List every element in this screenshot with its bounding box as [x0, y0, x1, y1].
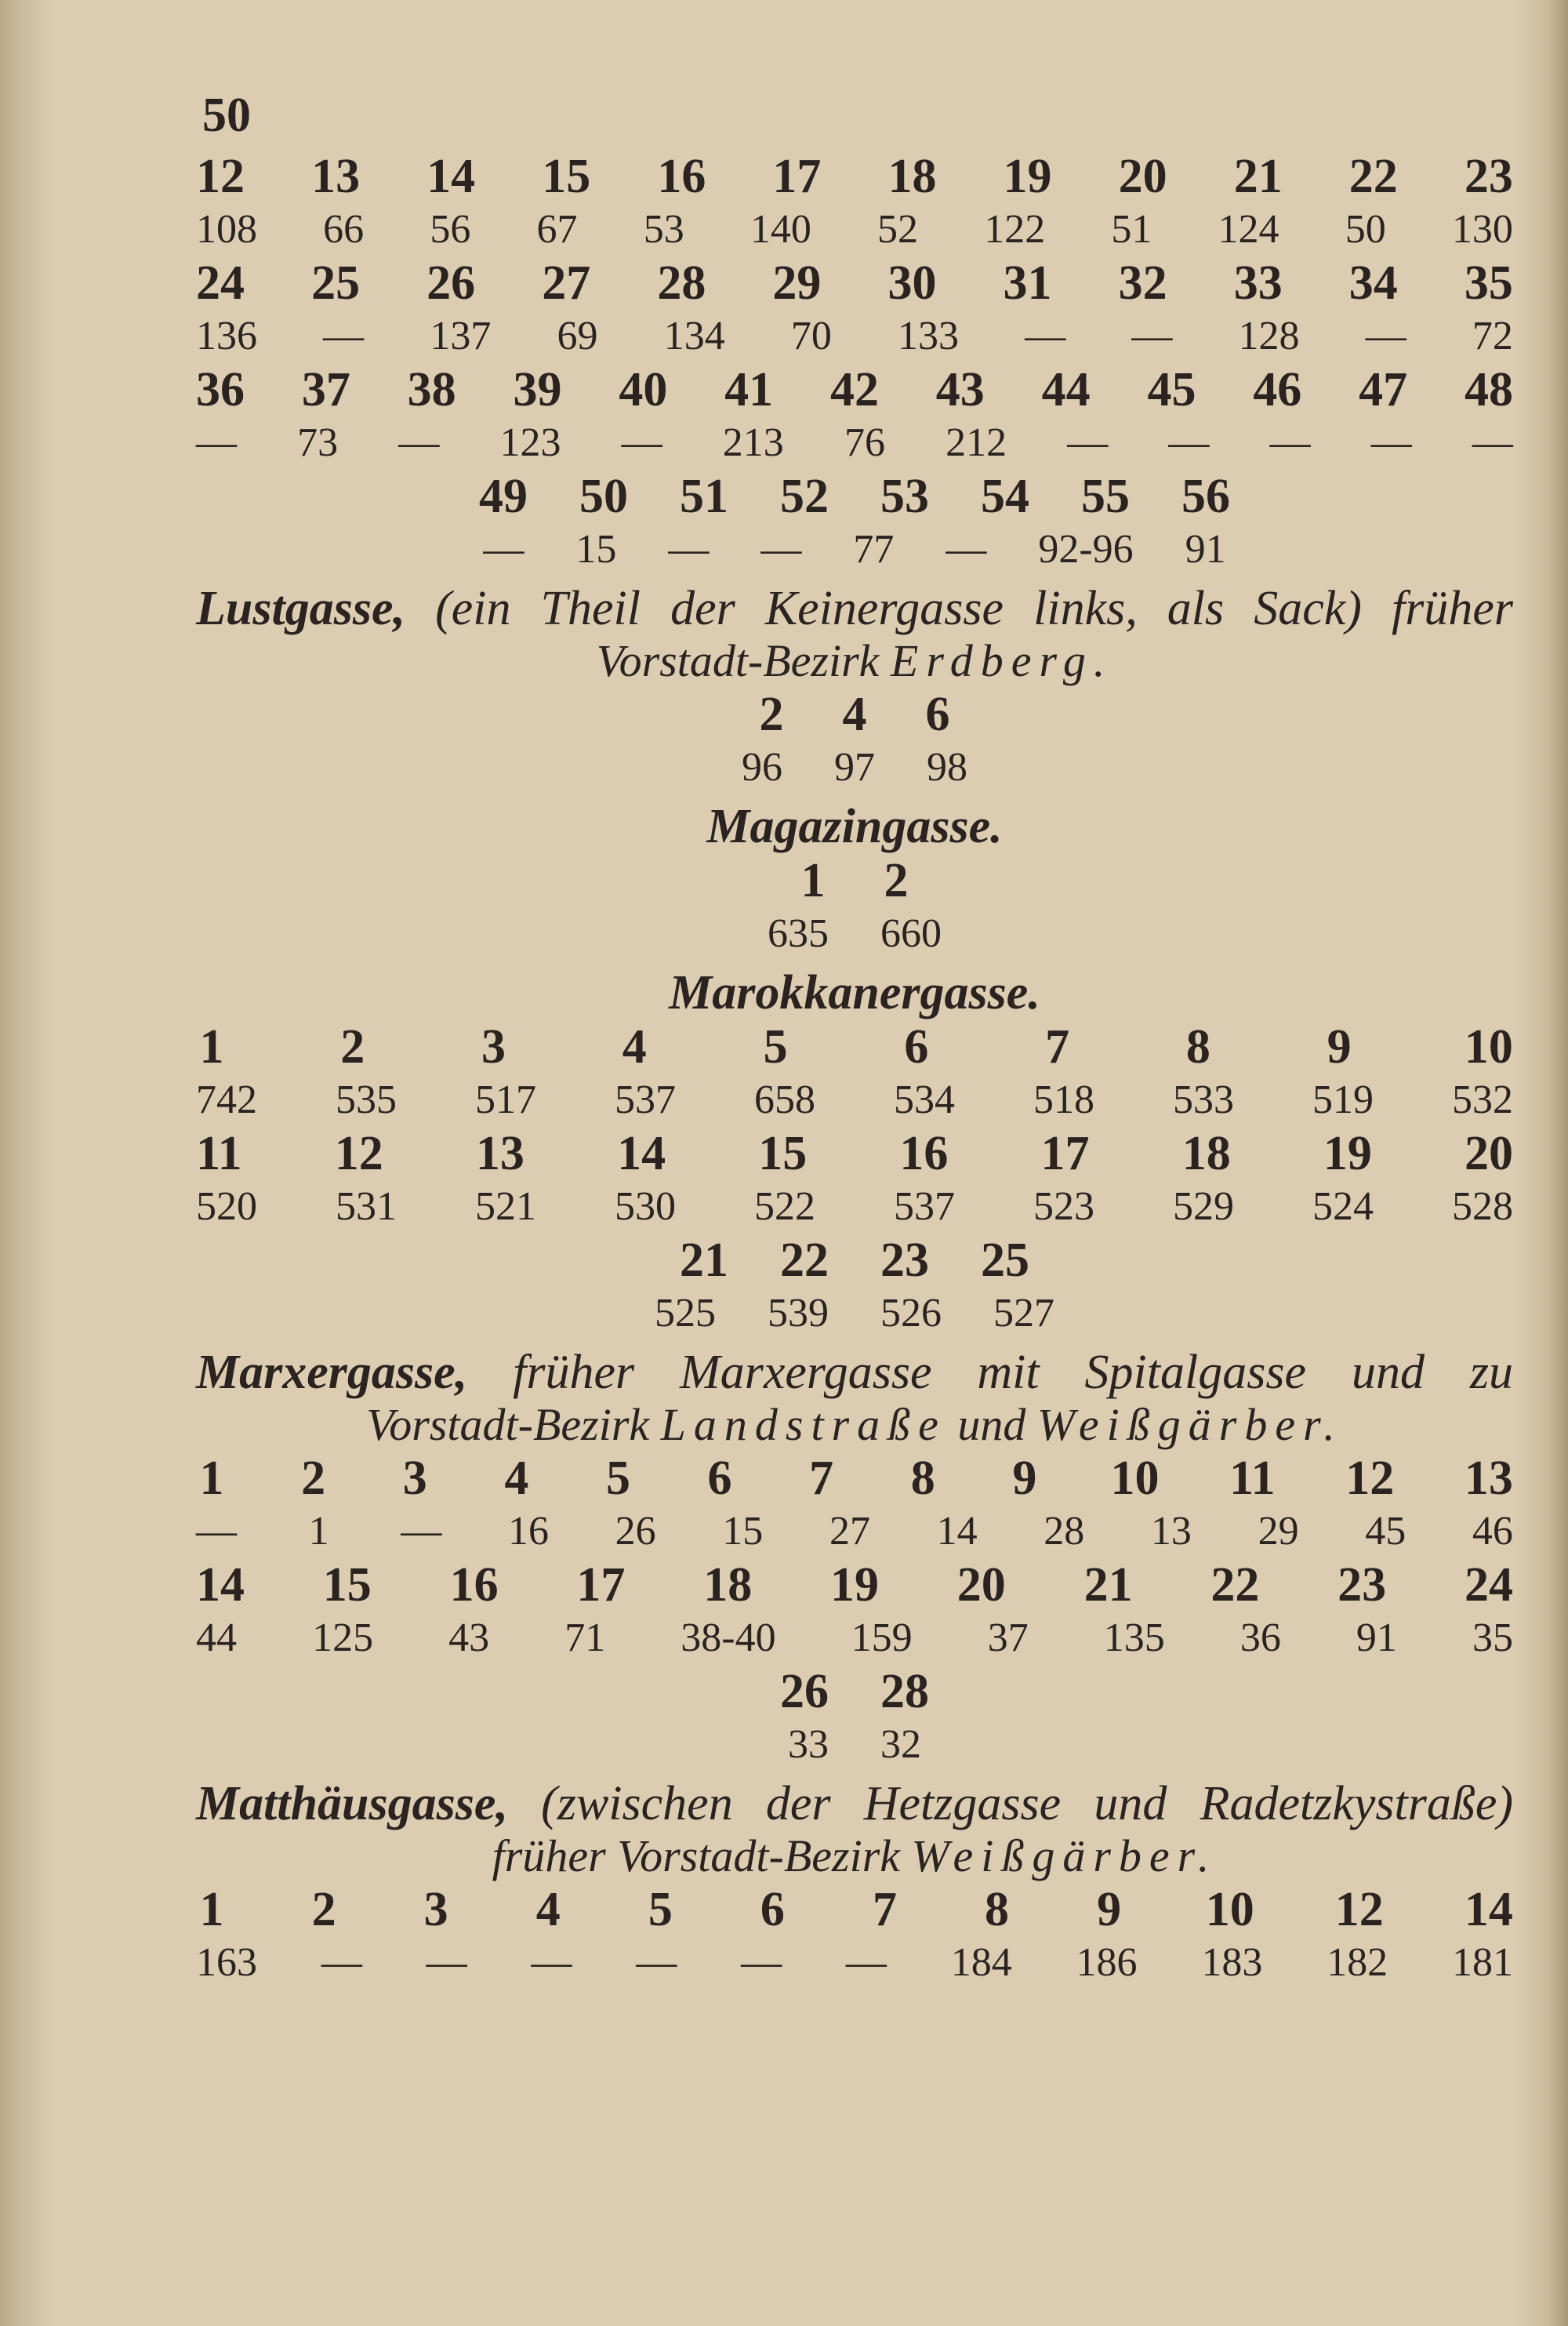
- old-conscription-number: —: [946, 527, 987, 572]
- old-number-row: [196, 1181, 1513, 1233]
- old-conscription-number: 28: [1044, 1509, 1085, 1554]
- new-house-number: 2: [311, 1883, 336, 1936]
- new-house-number: 26: [426, 256, 476, 310]
- new-house-number: 6: [707, 1452, 732, 1505]
- new-house-number: 25: [311, 256, 361, 310]
- old-conscription-number: 38-40: [681, 1615, 776, 1660]
- old-conscription-number: 658: [754, 1078, 815, 1122]
- street-entry-marokkanergasse: [196, 966, 1513, 1339]
- old-conscription-number: 14: [936, 1509, 978, 1554]
- number-table: [196, 853, 1513, 960]
- new-house-number: 10: [1464, 1020, 1513, 1074]
- old-conscription-number: 29: [1258, 1509, 1299, 1554]
- new-house-number: 14: [1464, 1883, 1513, 1936]
- old-conscription-number: —: [741, 1940, 782, 1985]
- new-house-number: 2: [301, 1452, 326, 1505]
- old-conscription-number: 635: [768, 911, 829, 956]
- old-conscription-number: 519: [1312, 1078, 1374, 1122]
- new-house-number: 5: [648, 1883, 673, 1936]
- old-conscription-number: 184: [950, 1940, 1012, 1985]
- new-house-number: 9: [1097, 1883, 1122, 1936]
- new-house-number: 10: [1110, 1452, 1160, 1505]
- number-table: [196, 1451, 1513, 1771]
- old-conscription-number: 133: [898, 314, 960, 358]
- old-conscription-number: 43: [448, 1615, 490, 1660]
- old-conscription-number: 531: [336, 1184, 397, 1229]
- new-house-number: 41: [724, 363, 774, 416]
- street-entry-marxergasse: [196, 1346, 1513, 1771]
- new-house-number: 28: [880, 1665, 929, 1718]
- new-house-number: 17: [576, 1558, 626, 1612]
- new-house-number: 56: [1181, 470, 1230, 523]
- old-conscription-number: —: [196, 1509, 237, 1554]
- old-conscription-number: 213: [722, 420, 784, 465]
- old-conscription-number: 529: [1173, 1184, 1234, 1229]
- district-prefix: Vorstadt-Bezirk: [596, 635, 880, 686]
- old-conscription-number: 533: [1173, 1078, 1234, 1122]
- page-number: 50: [202, 89, 251, 142]
- old-conscription-number: —: [1365, 314, 1406, 358]
- new-house-number: 34: [1348, 256, 1398, 310]
- street-heading: [196, 582, 1513, 635]
- old-conscription-number: 27: [829, 1509, 870, 1554]
- old-conscription-number: 67: [536, 207, 578, 252]
- old-conscription-number: 524: [1312, 1184, 1374, 1229]
- old-conscription-number: 92-96: [1038, 527, 1134, 572]
- old-conscription-number: —: [760, 527, 802, 572]
- street-entry-magazingasse: [196, 800, 1513, 960]
- new-number-row: [196, 256, 1513, 311]
- old-conscription-number: 91: [1185, 527, 1226, 572]
- new-house-number: 9: [1012, 1452, 1037, 1505]
- new-number-row: [196, 1557, 1513, 1612]
- new-house-number: 25: [981, 1234, 1029, 1287]
- old-conscription-number: 124: [1218, 207, 1279, 252]
- new-house-number: 24: [1464, 1558, 1513, 1612]
- old-conscription-number: 135: [1103, 1615, 1165, 1660]
- old-conscription-number: 66: [323, 207, 365, 252]
- new-house-number: 16: [449, 1558, 499, 1612]
- new-house-number: 5: [605, 1452, 630, 1505]
- new-house-number: 18: [703, 1558, 753, 1612]
- old-conscription-number: 660: [880, 911, 942, 956]
- old-conscription-number: 125: [312, 1615, 374, 1660]
- district-name-2: Weißgärber.: [1036, 1399, 1343, 1450]
- page-content: [196, 149, 1513, 1989]
- old-conscription-number: 128: [1238, 314, 1300, 358]
- old-conscription-number: 182: [1327, 1940, 1388, 1985]
- old-number-row: [196, 311, 1513, 362]
- new-house-number: 44: [1041, 363, 1091, 416]
- old-conscription-number: 163: [196, 1940, 257, 1985]
- street-heading: [196, 966, 1513, 1019]
- new-house-number: 4: [842, 688, 867, 741]
- old-conscription-number: 52: [877, 207, 919, 252]
- old-conscription-number: 77: [853, 527, 895, 572]
- old-conscription-number: 69: [557, 314, 598, 358]
- old-conscription-number: —: [845, 1940, 887, 1985]
- street-name: Marokkanergasse.: [669, 966, 1040, 1019]
- old-conscription-number: 36: [1240, 1615, 1281, 1660]
- old-conscription-number: —: [531, 1940, 572, 1985]
- new-number-row: [196, 1451, 1513, 1506]
- new-house-number: 38: [407, 363, 456, 416]
- old-conscription-number: 535: [336, 1078, 397, 1122]
- new-house-number: 16: [899, 1127, 949, 1180]
- new-house-number: 16: [657, 150, 706, 203]
- old-conscription-number: 70: [790, 314, 832, 358]
- old-conscription-number: —: [1025, 314, 1066, 358]
- street-name: Matthäusgasse,: [196, 1777, 508, 1830]
- new-house-number: 1: [800, 854, 826, 907]
- old-conscription-number: 96: [742, 745, 782, 790]
- new-house-number: 23: [1338, 1558, 1387, 1612]
- old-conscription-number: —: [1067, 420, 1109, 465]
- new-house-number: 13: [1464, 1452, 1513, 1505]
- new-house-number: 30: [887, 256, 937, 310]
- number-table: [196, 1019, 1513, 1339]
- old-conscription-number: 44: [196, 1615, 237, 1660]
- new-house-number: 37: [301, 363, 350, 416]
- new-number-row: [196, 1019, 1513, 1074]
- old-conscription-number: 521: [475, 1184, 536, 1229]
- new-house-number: 22: [780, 1234, 829, 1287]
- new-house-number: 2: [759, 688, 784, 741]
- old-conscription-number: 134: [663, 314, 725, 358]
- new-house-number: 11: [196, 1127, 242, 1180]
- old-conscription-number: —: [1131, 314, 1173, 358]
- old-conscription-number: 98: [927, 745, 967, 790]
- old-conscription-number: 56: [430, 207, 471, 252]
- old-conscription-number: 108: [196, 207, 257, 252]
- new-house-number: 35: [1464, 256, 1513, 310]
- old-conscription-number: 76: [844, 420, 885, 465]
- new-house-number: 7: [1045, 1020, 1070, 1074]
- new-house-number: 28: [657, 256, 706, 310]
- new-house-number: 6: [925, 688, 950, 741]
- street-entry-matthaeusgasse: [196, 1777, 1513, 1989]
- district-line: [196, 1830, 1513, 1882]
- old-conscription-number: 26: [615, 1509, 656, 1554]
- new-house-number: 12: [1345, 1452, 1395, 1505]
- new-house-number: 18: [887, 150, 937, 203]
- new-house-number: 21: [1083, 1558, 1133, 1612]
- new-house-number: 3: [481, 1020, 506, 1074]
- new-house-number: 2: [340, 1020, 365, 1074]
- new-house-number: 12: [196, 150, 245, 203]
- new-house-number: 49: [479, 470, 528, 523]
- street-table-continued: [196, 149, 1513, 576]
- new-house-number: 13: [475, 1127, 524, 1180]
- new-house-number: 19: [1003, 150, 1052, 203]
- street-note: früher Marxergasse mit Spitalgasse und zu: [513, 1346, 1514, 1399]
- new-house-number: 40: [619, 363, 668, 416]
- new-house-number: 10: [1205, 1883, 1254, 1936]
- old-conscription-number: —: [401, 1509, 442, 1554]
- new-house-number: 19: [1323, 1127, 1372, 1180]
- new-house-number: 12: [1334, 1883, 1384, 1936]
- old-conscription-number: —: [323, 314, 365, 358]
- district-line: [196, 1399, 1513, 1451]
- new-house-number: 32: [1118, 256, 1167, 310]
- old-conscription-number: 13: [1150, 1509, 1192, 1554]
- new-house-number: 7: [872, 1883, 897, 1936]
- old-number-row: [196, 1074, 1513, 1126]
- old-conscription-number: 15: [575, 527, 617, 572]
- new-house-number: 20: [1118, 150, 1167, 203]
- old-conscription-number: 523: [1033, 1184, 1094, 1229]
- new-house-number: 24: [196, 256, 245, 310]
- new-house-number: 8: [910, 1452, 935, 1505]
- street-name: Lustgasse,: [196, 582, 405, 635]
- street-heading: [196, 1346, 1513, 1399]
- new-house-number: 45: [1147, 363, 1196, 416]
- new-house-number: 20: [956, 1558, 1006, 1612]
- old-conscription-number: 50: [1345, 207, 1386, 252]
- old-conscription-number: 186: [1076, 1940, 1138, 1985]
- old-number-row: [196, 417, 1513, 469]
- old-conscription-number: 212: [946, 420, 1007, 465]
- old-conscription-number: —: [321, 1940, 362, 1985]
- old-conscription-number: 527: [993, 1291, 1054, 1336]
- old-conscription-number: 97: [834, 745, 875, 790]
- old-conscription-number: 130: [1451, 207, 1513, 252]
- old-conscription-number: —: [668, 527, 710, 572]
- new-house-number: 11: [1229, 1452, 1276, 1505]
- new-number-row: [196, 469, 1513, 524]
- new-number-row: [196, 1664, 1513, 1719]
- old-conscription-number: —: [1370, 420, 1412, 465]
- new-house-number: 31: [1003, 256, 1052, 310]
- number-table: [196, 687, 1513, 794]
- old-number-row: [196, 1719, 1513, 1771]
- old-number-row: [196, 1506, 1513, 1557]
- old-conscription-number: —: [636, 1940, 677, 1985]
- new-house-number: 22: [1210, 1558, 1260, 1612]
- old-conscription-number: 45: [1365, 1509, 1406, 1554]
- old-conscription-number: 1: [308, 1509, 329, 1554]
- old-conscription-number: 140: [750, 207, 811, 252]
- new-house-number: 55: [1081, 470, 1130, 523]
- new-house-number: 51: [680, 470, 728, 523]
- old-conscription-number: 32: [880, 1722, 921, 1767]
- old-conscription-number: 530: [615, 1184, 676, 1229]
- new-house-number: 13: [311, 150, 361, 203]
- new-house-number: 15: [542, 150, 591, 203]
- district-name: Erdberg.: [890, 635, 1113, 686]
- new-house-number: 33: [1233, 256, 1283, 310]
- new-house-number: 14: [426, 150, 476, 203]
- district-join: und: [957, 1399, 1026, 1450]
- new-number-row: [196, 1882, 1513, 1937]
- old-conscription-number: 539: [768, 1291, 829, 1336]
- old-conscription-number: 15: [722, 1509, 764, 1554]
- old-conscription-number: 37: [987, 1615, 1029, 1660]
- new-house-number: 6: [760, 1883, 785, 1936]
- old-number-row: [196, 1612, 1513, 1664]
- district-name: Landstraße: [660, 1399, 946, 1450]
- old-conscription-number: 123: [499, 420, 561, 465]
- district-prefix: früher Vorstadt-Bezirk: [492, 1830, 901, 1881]
- old-number-row: [196, 204, 1513, 256]
- street-heading: [196, 1777, 1513, 1830]
- old-conscription-number: 33: [788, 1722, 829, 1767]
- old-conscription-number: 122: [984, 207, 1046, 252]
- new-house-number: 15: [322, 1558, 372, 1612]
- old-number-row: [196, 1288, 1513, 1339]
- new-house-number: 47: [1359, 363, 1408, 416]
- old-conscription-number: —: [621, 420, 662, 465]
- new-house-number: 3: [402, 1452, 427, 1505]
- new-house-number: 8: [985, 1883, 1010, 1936]
- new-house-number: 7: [809, 1452, 834, 1505]
- district-name: Weißgärber.: [911, 1830, 1218, 1881]
- new-house-number: 19: [829, 1558, 879, 1612]
- old-conscription-number: 72: [1472, 314, 1513, 358]
- new-house-number: 18: [1181, 1127, 1231, 1180]
- new-number-row: [196, 687, 1513, 742]
- new-number-row: [196, 149, 1513, 204]
- new-house-number: 12: [334, 1127, 383, 1180]
- old-conscription-number: 537: [615, 1078, 676, 1122]
- new-house-number: 43: [935, 363, 985, 416]
- old-conscription-number: —: [1168, 420, 1210, 465]
- new-number-row: [196, 1233, 1513, 1288]
- new-house-number: 15: [758, 1127, 808, 1180]
- new-house-number: 27: [542, 256, 591, 310]
- old-number-row: [196, 908, 1513, 960]
- old-conscription-number: 520: [196, 1184, 257, 1229]
- old-conscription-number: 537: [894, 1184, 955, 1229]
- old-conscription-number: 532: [1452, 1078, 1513, 1122]
- old-conscription-number: —: [1472, 420, 1513, 465]
- new-house-number: 3: [423, 1883, 448, 1936]
- new-house-number: 53: [880, 470, 929, 523]
- old-conscription-number: 517: [475, 1078, 536, 1122]
- new-house-number: 4: [622, 1020, 647, 1074]
- old-conscription-number: 742: [196, 1078, 257, 1122]
- old-conscription-number: 526: [880, 1291, 942, 1336]
- old-conscription-number: —: [483, 527, 524, 572]
- new-house-number: 50: [579, 470, 628, 523]
- old-conscription-number: 522: [754, 1184, 815, 1229]
- new-house-number: 17: [1040, 1127, 1090, 1180]
- new-house-number: 23: [880, 1234, 929, 1287]
- new-house-number: 26: [780, 1665, 829, 1718]
- new-house-number: 1: [199, 1452, 224, 1505]
- old-conscription-number: 53: [643, 207, 684, 252]
- street-name: Magazingasse.: [706, 800, 1003, 853]
- new-house-number: 23: [1464, 150, 1513, 203]
- old-conscription-number: 181: [1451, 1940, 1513, 1985]
- old-conscription-number: —: [426, 1940, 467, 1985]
- old-conscription-number: —: [196, 420, 237, 465]
- district-line: [196, 635, 1513, 687]
- new-house-number: 42: [829, 363, 879, 416]
- street-heading: [196, 800, 1513, 853]
- new-house-number: 29: [772, 256, 822, 310]
- new-number-row: [196, 853, 1513, 908]
- old-conscription-number: 183: [1201, 1940, 1263, 1985]
- old-conscription-number: 16: [507, 1509, 549, 1554]
- district-prefix: Vorstadt-Bezirk: [366, 1399, 650, 1450]
- old-conscription-number: 73: [297, 420, 339, 465]
- new-house-number: 4: [504, 1452, 529, 1505]
- old-number-row: [196, 524, 1513, 576]
- old-conscription-number: 528: [1452, 1184, 1513, 1229]
- old-conscription-number: 35: [1472, 1615, 1513, 1660]
- new-house-number: 1: [199, 1020, 224, 1074]
- new-house-number: 9: [1327, 1020, 1352, 1074]
- old-number-row: [196, 1937, 1513, 1989]
- new-house-number: 36: [196, 363, 245, 416]
- street-name: Marxergasse,: [196, 1346, 468, 1399]
- new-house-number: 4: [535, 1883, 561, 1936]
- new-house-number: 20: [1465, 1127, 1513, 1180]
- new-house-number: 1: [199, 1883, 224, 1936]
- old-conscription-number: —: [1269, 420, 1311, 465]
- street-entry-lustgasse: [196, 582, 1513, 794]
- old-conscription-number: 525: [655, 1291, 716, 1336]
- old-conscription-number: 51: [1111, 207, 1152, 252]
- old-conscription-number: 136: [196, 314, 257, 358]
- old-number-row: [196, 742, 1513, 794]
- new-house-number: 5: [763, 1020, 788, 1074]
- new-house-number: 52: [780, 470, 829, 523]
- street-note: (ein Theil der Keinergasse links, als Sack) früher: [435, 582, 1514, 635]
- number-table: [196, 1882, 1513, 1989]
- old-conscription-number: 91: [1356, 1615, 1397, 1660]
- old-conscription-number: 534: [894, 1078, 955, 1122]
- street-note: (zwischen der Hetzgasse und Radetzkystraße): [541, 1777, 1514, 1830]
- new-number-row: [196, 1126, 1513, 1181]
- new-house-number: 21: [680, 1234, 728, 1287]
- new-house-number: 17: [772, 150, 822, 203]
- new-house-number: 48: [1464, 363, 1513, 416]
- old-conscription-number: 159: [851, 1615, 913, 1660]
- old-conscription-number: —: [398, 420, 440, 465]
- new-house-number: 54: [981, 470, 1029, 523]
- old-conscription-number: 137: [430, 314, 492, 358]
- new-house-number: 8: [1185, 1020, 1210, 1074]
- old-conscription-number: 46: [1472, 1509, 1513, 1554]
- new-house-number: 46: [1253, 363, 1302, 416]
- new-house-number: 22: [1348, 150, 1398, 203]
- new-house-number: 2: [884, 854, 909, 907]
- new-house-number: 39: [513, 363, 562, 416]
- old-conscription-number: 71: [564, 1615, 606, 1660]
- new-house-number: 6: [904, 1020, 929, 1074]
- new-house-number: 21: [1233, 150, 1283, 203]
- new-house-number: 14: [196, 1558, 245, 1612]
- new-number-row: [196, 362, 1513, 417]
- new-house-number: 14: [617, 1127, 666, 1180]
- old-conscription-number: 518: [1033, 1078, 1094, 1122]
